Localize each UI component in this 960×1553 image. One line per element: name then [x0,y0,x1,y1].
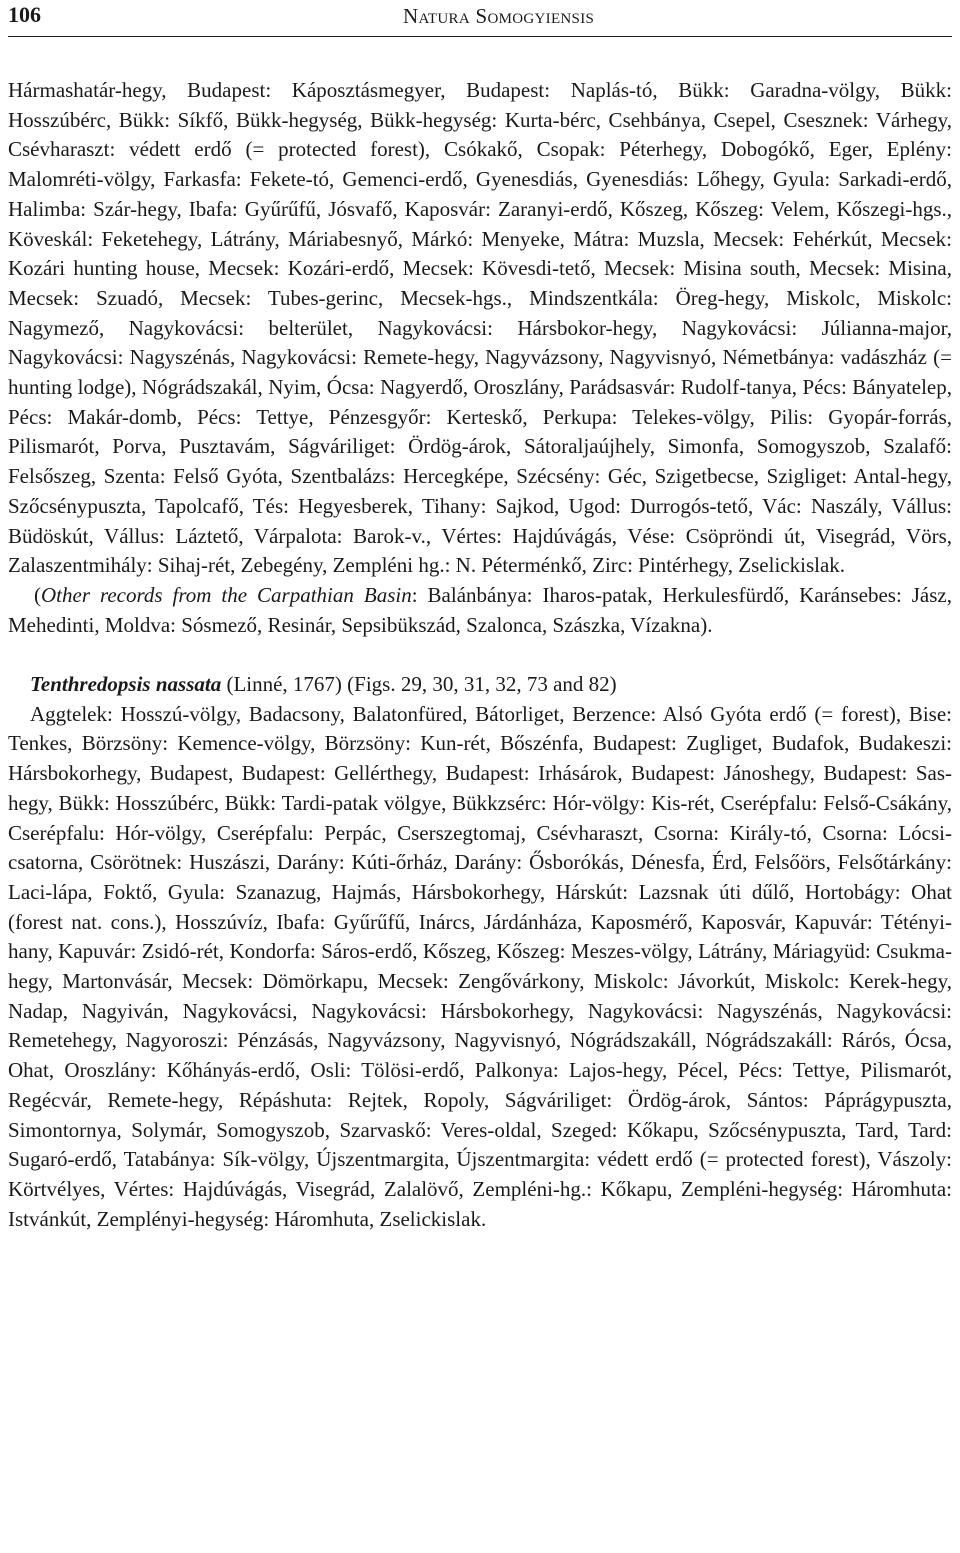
other-records-paragraph [8,581,952,640]
species-author-figs: (Linné, 1767) (Figs. 29, 30, 31, 32, 73 and 82) [221,672,617,697]
page-header [8,0,952,37]
journal-title: Natura Somogyiensis [403,4,595,28]
species-name: Tenthredopsis nassata [30,672,222,697]
page-body [8,76,952,1234]
species-heading [8,670,952,700]
other-records-label: Other records from the Carpathian Basin [41,582,412,607]
other-records-open: ( [34,582,41,607]
page-number: 106 [8,2,41,27]
species-records-paragraph: Aggtelek: Hosszú-völgy, Badacsony, Balatonfüred, Bátorliget, Berzence: Alsó Gyóta erdő (= forest), Bise: Tenkes, Börzsöny: Kemence-völgy, Börzsöny: Kun-rét, Bőszénfa, Budapest: Zugliget, Budafok, Budakeszi: Hársbokorhegy, Budapest, Budapest: Gellérthegy, Budapest: Irhásárok, Budapest: Jánoshegy, Budapest: Sas-hegy, Bükk: Hosszúbérc, Bükk: Tardi-patak völgye, Bükkzsérc: Hór-völgy: Kis-rét, Cserépfalu: Felső-Csákány, Cserépfalu: Hór-völgy, Cserépfalu: Perpác, Cserszegtomaj, Csévharaszt, Csorna: Király-tó, Csorna: Lócsi-csatorna, Csörötnek: Huszászi, Darány: Kúti-őrház, Darány: Ősborókás, Dénesfa, Érd, Felsőörs, Felsőtárkány: Laci-lápa, Foktő, Gyula: Szanazug, Hajmás, Hársbokorhegy, Hárskút: Lazsnak úti dűlő, Hortobágy: Ohat (forest nat. cons.), Hosszúvíz, Ibafa: Gyűrűfű, Inárcs, Járdánháza, Kaposmérő, Kaposvár, Kapuvár: Tétényi-hany, Kapuvár: Zsidó-rét, Kondorfa: Sáros-erdő, Kőszeg, Kőszeg: Meszes-völgy, Látrány, Máriagyüd: Csukma-hegy, Martonvásár, Mecsek: Dömörkapu, Mecsek: Zengővárkony, Miskolc: Jávorkút, Miskolc: Kerek-hegy, Nadap, Nagyiván, Nagykovácsi, Nagykovácsi: Hársbokorhegy, Nagykovácsi: Nagyszénás, Nagykovácsi: Remetehegy, Nagyoroszi: Pénzásás, Nagyvázsony, Nagyvisnyó, Nógrádszakáll, Nógrádszakáll: Rárós, Ócsa, Ohat, Oroszlány: Kőhányás-erdő, Osli: Tölösi-erdő, Palkonya: Lajos-hegy, Pécel, Pécs: Tettye, Pilismarót, Regécvár, Remete-hegy, Répáshuta: Rejtek, Ropoly, Ságváriliget: Ördög-árok, Sántos: Páprágypuszta, Simontornya, Solymár, Somogyszob, Szarvaskő: Veres-oldal, Szeged: Kőkapu, Szőcsénypuszta, Tard, Tard: Sugaró-erdő, Tatabánya: Sík-völgy, Újszentmargita, Újszentmargita: védett erdő (= protected forest), Vászoly: Körtvélyes, Vértes: Hajdúvágás, Visegrád, Zalalövő, Zempléni-hg.: Kőkapu, Zempléni-hegység: Háromhuta: Istvánkút, Zemplényi-hegység: Háromhuta, Zselickislak. [8,701,952,1231]
records-paragraph: Hármashatár-hegy, Budapest: Káposztásmegyer, Budapest: Naplás-tó, Bükk: Garadna-völgy, Bükk: Hosszúbérc, Bükk: Síkfő, Bükk-hegység, Bükk-hegység: Kurta-bérc, Csehbánya, Csepel, Csesznek: Várhegy, Csévharaszt: védett erdő (= protected forest), Csókakő, Csopak: Péterhegy, Dobogókő, Eger, Eplény: Malomréti-völgy, Farkasfa: Fekete-tó, Gemenci-erdő, Gyenesdiás, Gyenesdiás: Lőhegy, Gyula: Sarkadi-erdő, Halimba: Szár-hegy, Ibafa: Gyűrűfű, Jósvafő, Kaposvár: Zaranyi-erdő, Kőszeg, Kőszeg: Velem, Kőszegi-hgs., Köveskál: Feketehegy, Látrány, Máriabesnyő, Márkó: Menyeke, Mátra: Muzsla, Mecsek: Fehérkút, Mecsek: Kozári hunting house, Mecsek: Kozári-erdő, Mecsek: Kövesdi-tető, Mecsek: Misina south, Mecsek: Misina, Mecsek: Szuadó, Mecsek: Tubes-gerinc, Mecsek-hgs., Mindszentkála: Öreg-hegy, Miskolc, Miskolc: Nagymező, Nagykovácsi: belterület, Nagykovácsi: Hársbokor-hegy, Nagykovácsi: Júlianna-major, Nagykovácsi: Nagyszénás, Nagykovácsi: Remete-hegy, Nagyvázsony, Nagyvisnyó, Németbánya: vadászház (= hunting lodge), Nógrádszakál, Nyim, Ócsa: Nagyerdő, Oroszlány, Parádsasvár: Rudolf-tanya, Pécs: Bányatelep, Pécs: Makár-domb, Pécs: Tettye, Pénzesgyőr: Kerteskő, Perkupa: Telekes-völgy, Pilis: Gyopár-forrás, Pilismarót, Porva, Pusztavám, Ságváriliget: Ördög-árok, Sátoraljaújhely, Simonfa, Somogyszob, Szalafő: Felsőszeg, Szenta: Felső Gyóta, Szentbalázs: Hercegképe, Szécsény: Géc, Szigetbecse, Szigliget: Antal-hegy, Szőcsénypuszta, Tapolcafő, Tés: Hegyesberek, Tihany: Sajkod, Ugod: Durrogós-tető, Vác: Naszály, Vállus: Büdöskút, Vállus: Láztető, Várpalota: Barok-v., Vértes: Hajdúvágás, Vése: Csöpröndi út, Visegrád, Vörs, Zalaszentmihály: Sihaj-rét, Zebegény, Zempléni hg.: N. Péterménkő, Zirc: Pintérhegy, Zselickislak. [8,78,952,578]
other-records-text: : Balánbánya: Iharos-patak, Herkulesfürdő, Karánsebes: Jász, Mehedinti, Moldva: Sósmező, Resinár, Sepsibükszád, Szaloncа, Szászka, Vízakna). [8,582,952,637]
